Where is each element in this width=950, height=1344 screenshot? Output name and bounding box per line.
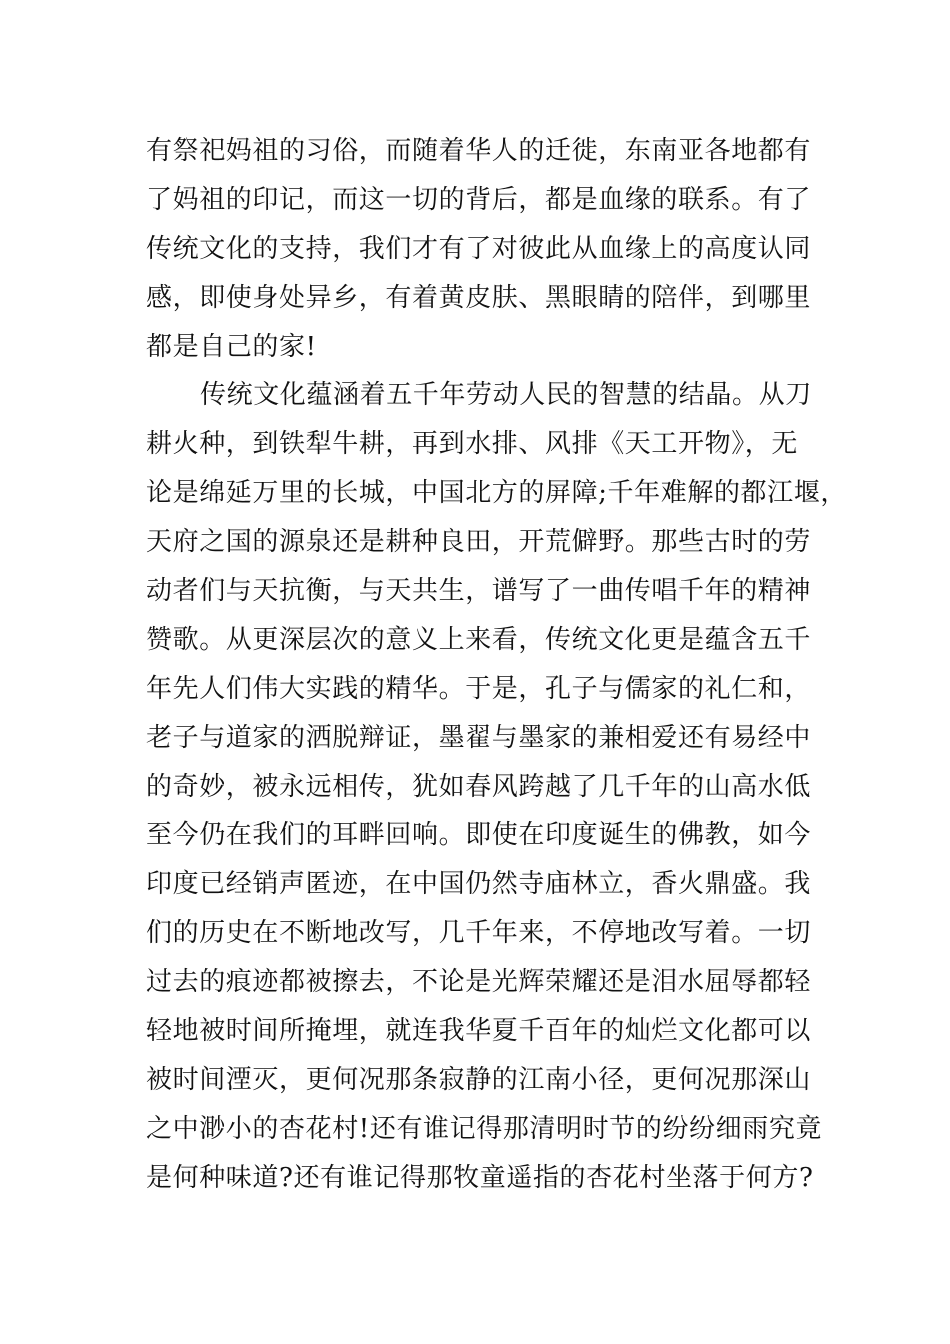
text-line: 轻地被时间所掩埋，就连我华夏千百年的灿烂文化都可以 bbox=[146, 1016, 812, 1047]
text-line: 赞歌。从更深层次的意义上来看，传统文化更是蕴含五千 bbox=[146, 624, 812, 655]
body-text bbox=[146, 127, 847, 1203]
text-line: 们的历史在不断地改写，几千年来，不停地改写着。一切 bbox=[146, 918, 812, 949]
text-line: 动者们与天抗衡，与天共生，谱写了一曲传唱千年的精神 bbox=[146, 576, 812, 607]
text-line: 之中渺小的杏花村!还有谁记得那清明时节的纷纷细雨究竟 bbox=[146, 1113, 823, 1144]
text-line: 都是自己的家! bbox=[146, 331, 317, 362]
text-line: 是何种味道?还有谁记得那牧童遥指的杏花村坐落于何方? bbox=[146, 1162, 814, 1193]
text-line: 过去的痕迹都被擦去，不论是光辉荣耀还是泪水屈辱都轻 bbox=[146, 967, 812, 998]
text-line: 天府之国的源泉还是耕种良田，开荒僻野。那些古时的劳 bbox=[146, 527, 812, 558]
text-line: 的奇妙，被永远相传，犹如春风跨越了几千年的山高水低 bbox=[146, 771, 812, 802]
text-line: 至今仍在我们的耳畔回响。即使在印度诞生的佛教，如今 bbox=[146, 820, 812, 851]
text-line: 被时间湮灭，更何况那条寂静的江南小径，更何况那深山 bbox=[146, 1064, 812, 1095]
text-line: 耕火种，到铁犁牛耕，再到水排、风排《天工开物》，无 bbox=[146, 429, 799, 460]
text-line: 印度已经销声匿迹，在中国仍然寺庙林立，香火鼎盛。我 bbox=[146, 869, 812, 900]
text-line: 有祭祀妈祖的习俗，而随着华人的迁徙，东南亚各地都有 bbox=[146, 136, 812, 166]
text-line: 论是绵延万里的长城，中国北方的屏障;千年难解的都江堰， bbox=[146, 478, 847, 509]
text-line: 年先人们伟大实践的精华。于是，孔子与儒家的礼仁和， bbox=[146, 673, 812, 704]
text-line: 了妈祖的印记，而这一切的背后，都是血缘的联系。有了 bbox=[146, 184, 812, 215]
paragraph-first-line: 传统文化蕴涵着五千年劳动人民的智慧的结晶。从刀 bbox=[200, 380, 812, 411]
text-line: 老子与道家的洒脱辩证，墨翟与墨家的兼相爱还有易经中 bbox=[146, 722, 812, 753]
text-line: 传统文化的支持，我们才有了对彼此从血缘上的高度认同 bbox=[146, 233, 812, 264]
text-line: 感，即使身处异乡，有着黄皮肤、黑眼睛的陪伴，到哪里 bbox=[146, 282, 812, 313]
